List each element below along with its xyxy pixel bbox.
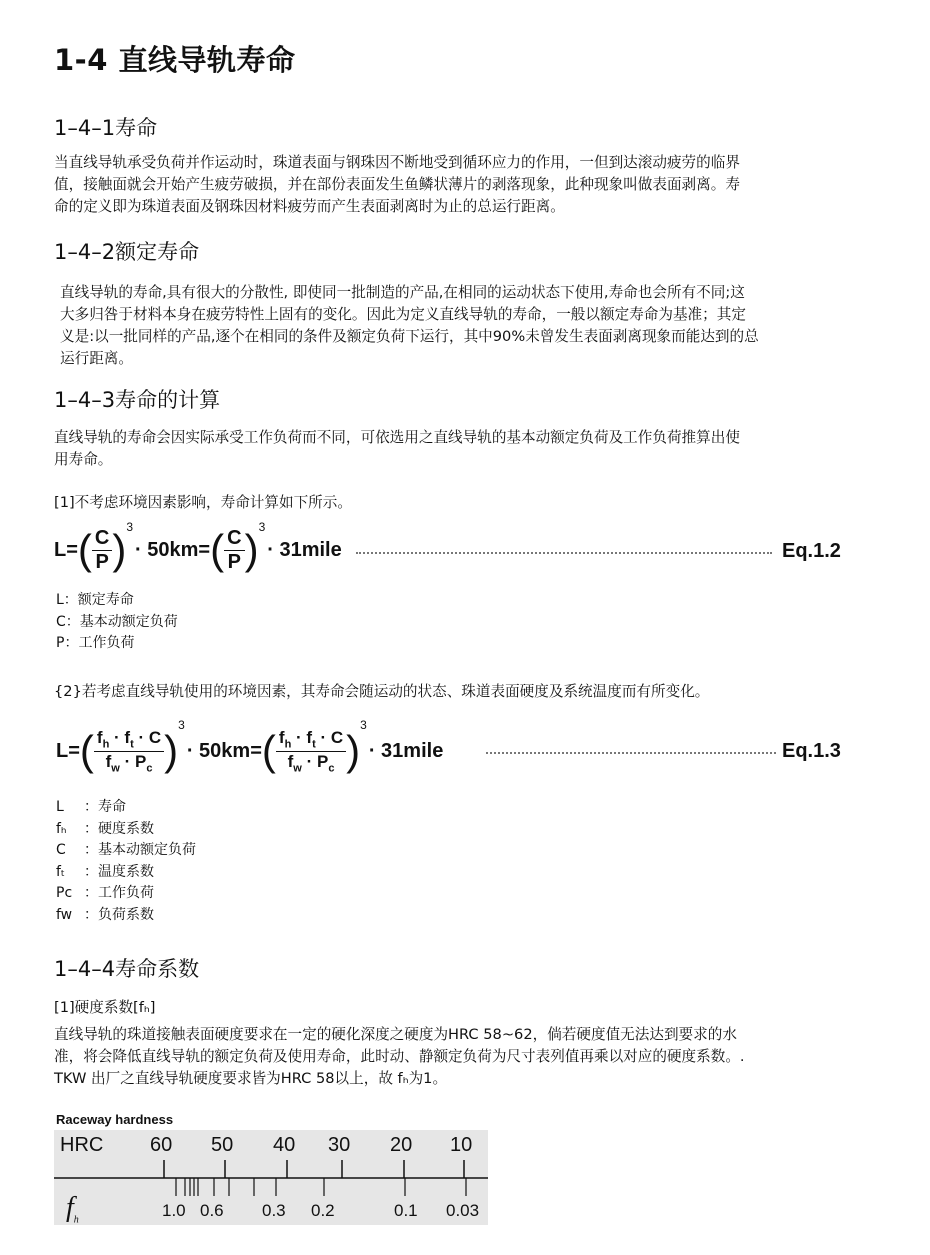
section-3-paragraph: [54, 427, 854, 471]
case-1-text: [1]不考虑环境因素影响，寿命计算如下所示。: [54, 494, 352, 511]
subscript-h: h: [102, 738, 110, 751]
raceway-hardness-title: Raceway hardness: [56, 1112, 174, 1127]
dot: ·: [109, 728, 125, 748]
right-paren: ): [112, 526, 127, 573]
fh-value: 0.6: [200, 1201, 224, 1220]
eq-tail: · 31mile: [368, 739, 444, 762]
exponent: 3: [360, 718, 367, 732]
dot-c: · C: [315, 728, 344, 748]
section-4-paragraph: [54, 1024, 854, 1090]
fh-symbol: f: [96, 728, 103, 748]
right-paren: ): [346, 727, 361, 774]
paragraph-line: 直线导轨的珠道接触表面硬度要求在一定的硬化深度之硬度为HRC 58~62，倘若硬度值无法达到要求的水: [54, 1026, 737, 1043]
dot-c: · C: [133, 728, 162, 748]
dotted-leader: [486, 752, 776, 754]
hrc-value: 10: [450, 1134, 473, 1156]
exponent: 3: [126, 520, 134, 534]
hrc-value: 60: [150, 1134, 173, 1156]
subscript-t: t: [312, 738, 316, 751]
equation-label: Eq.1.3: [782, 740, 841, 762]
paragraph-line: TKW 出厂之直线导轨硬度要求皆为HRC 58以上，故 fₕ为1。: [54, 1070, 448, 1087]
paragraph-line: 直线导轨的寿命,具有很大的分散性, 即使同一批制造的产品,在相同的运动状态下使用,寿命也会所有不同;这: [60, 284, 745, 301]
denominator: [94, 752, 164, 774]
ft-symbol: f: [124, 728, 131, 748]
definition-item: C ：基本动额定负荷: [56, 842, 196, 858]
definitions-list-1: [56, 590, 178, 655]
subscript-c: c: [146, 761, 153, 774]
left-paren: (: [261, 727, 276, 774]
section-heading-1-4-2: 1–4–2额定寿命: [54, 240, 200, 264]
eq-tail: · 31mile: [267, 538, 342, 561]
hrc-value: 20: [390, 1134, 413, 1156]
fraction-c-over-p: [224, 527, 244, 574]
paragraph-line: 用寿命。: [54, 451, 113, 468]
subscript-t: t: [130, 738, 134, 751]
section-1-paragraph: [54, 152, 854, 218]
denominator: [276, 752, 346, 774]
fh-value: 0.03: [446, 1201, 480, 1220]
paragraph-line: 值，接触面就会开始产生疲劳破损，并在部份表面发生鱼鳞状薄片的剥落现象，此种现象叫做表面剥离。寿: [54, 176, 740, 193]
paragraph-line: 义是:以一批同样的产品,逐个在相同的条件及额定负荷下运行，其中90%未曾发生表面剥离现象而能达到的总: [60, 328, 759, 345]
dot-p: · P: [301, 751, 329, 771]
eq-middle: · 50km=: [135, 538, 211, 561]
subscript-c: c: [328, 761, 335, 774]
fh-label: $f_h$: [66, 1192, 79, 1226]
hrc-value: 50: [211, 1134, 234, 1156]
fraction-fh-ft-c-over-fw-pc: [276, 728, 346, 774]
exponent: 3: [178, 718, 185, 732]
exponent: 3: [258, 520, 266, 534]
paragraph-line: 直线导轨的寿命会因实际承受工作负荷而不同，可依选用之直线导轨的基本动额定负荷及工作负荷推算出使: [54, 429, 740, 446]
eq-lhs: L=: [56, 739, 80, 762]
section-heading-1-4-1: 1–4–1寿命: [54, 116, 158, 140]
equation-label: Eq.1.2: [782, 540, 841, 562]
numerator: C: [92, 527, 112, 551]
definition-item: L ：寿命: [56, 799, 126, 815]
left-paren: (: [77, 526, 92, 573]
definition-item: P：工作负荷: [56, 635, 135, 651]
subscript-w: w: [111, 761, 120, 774]
denominator: P: [95, 550, 109, 573]
denominator: P: [227, 550, 241, 573]
right-paren: ): [244, 526, 259, 573]
equation-1-2: [54, 520, 342, 580]
numerator: C: [224, 527, 244, 551]
paragraph-line: 大多归咎于材料本身在疲劳特性上固有的变化。因此为定义直线导轨的寿命，一般以额定寿命为基准；其定: [60, 306, 746, 323]
paragraph-line: 命的定义即为珠道表面及钢珠因材料疲劳而产生表面剥离时为止的总运行距离。: [54, 198, 565, 215]
section-2-paragraph: [60, 282, 860, 370]
subscript-h: h: [284, 738, 292, 751]
definition-item: C：基本动额定负荷: [56, 613, 178, 630]
section-heading-1-4-3: 1–4–3寿命的计算: [54, 388, 221, 412]
paragraph-line: 运行距离。: [60, 350, 133, 367]
definition-item: fₕ ：硬度系数: [56, 820, 154, 837]
numerator: [276, 728, 346, 751]
left-paren: (: [79, 727, 94, 774]
hrc-value: 30: [328, 1134, 351, 1156]
case-2-text: {2}若考虑直线导轨使用的环境因素，其寿命会随运动的状态、珠道表面硬度及系统温度而有所变化。: [54, 683, 710, 700]
fw-symbol: f: [287, 751, 294, 771]
fh-value: 0.3: [262, 1201, 286, 1220]
eq-middle: · 50km=: [186, 739, 262, 762]
fh-value: 0.2: [311, 1201, 335, 1220]
fh-value: 1.0: [162, 1201, 186, 1220]
fw-symbol: f: [105, 751, 112, 771]
definition-item: fw ：负荷系数: [56, 906, 154, 923]
page-title: 1-4 直线导轨寿命: [54, 43, 296, 77]
right-paren: ): [164, 727, 179, 774]
paragraph-line: 准，将会降低直线导轨的额定负荷及使用寿命，此时动、静额定负荷为尺寸表列值再乘以对应的硬度系数。.: [54, 1048, 745, 1065]
equation-1-3: [56, 718, 443, 784]
dot: ·: [291, 728, 307, 748]
definitions-list-2: [56, 797, 196, 926]
ft-symbol: f: [306, 728, 313, 748]
eq-lhs: L=: [54, 538, 78, 561]
fh-symbol: f: [278, 728, 285, 748]
definition-item: Pc ：工作负荷: [56, 885, 154, 901]
subscript-w: w: [293, 761, 302, 774]
numerator: [94, 728, 164, 751]
paragraph-line: 当直线导轨承受负荷并作运动时，珠道表面与钢珠因不断地受到循环应力的作用，一但到达滚动疲劳的临界: [54, 154, 740, 171]
dot-p: · P: [119, 751, 147, 771]
hrc-label: HRC: [60, 1134, 104, 1156]
fraction-c-over-p: [92, 527, 112, 574]
left-paren: (: [210, 526, 225, 573]
fh-value: 0.1: [394, 1201, 418, 1220]
section-heading-1-4-4: 1–4–4寿命系数: [54, 957, 200, 981]
definition-item: L：额定寿命: [56, 592, 134, 608]
hardness-factor-subheading: [1]硬度系数[fₕ]: [54, 999, 156, 1016]
definition-item: fₜ ：温度系数: [56, 863, 154, 880]
fraction-fh-ft-c-over-fw-pc: [94, 728, 164, 774]
dotted-leader: [356, 552, 772, 554]
hrc-value: 40: [273, 1134, 296, 1156]
